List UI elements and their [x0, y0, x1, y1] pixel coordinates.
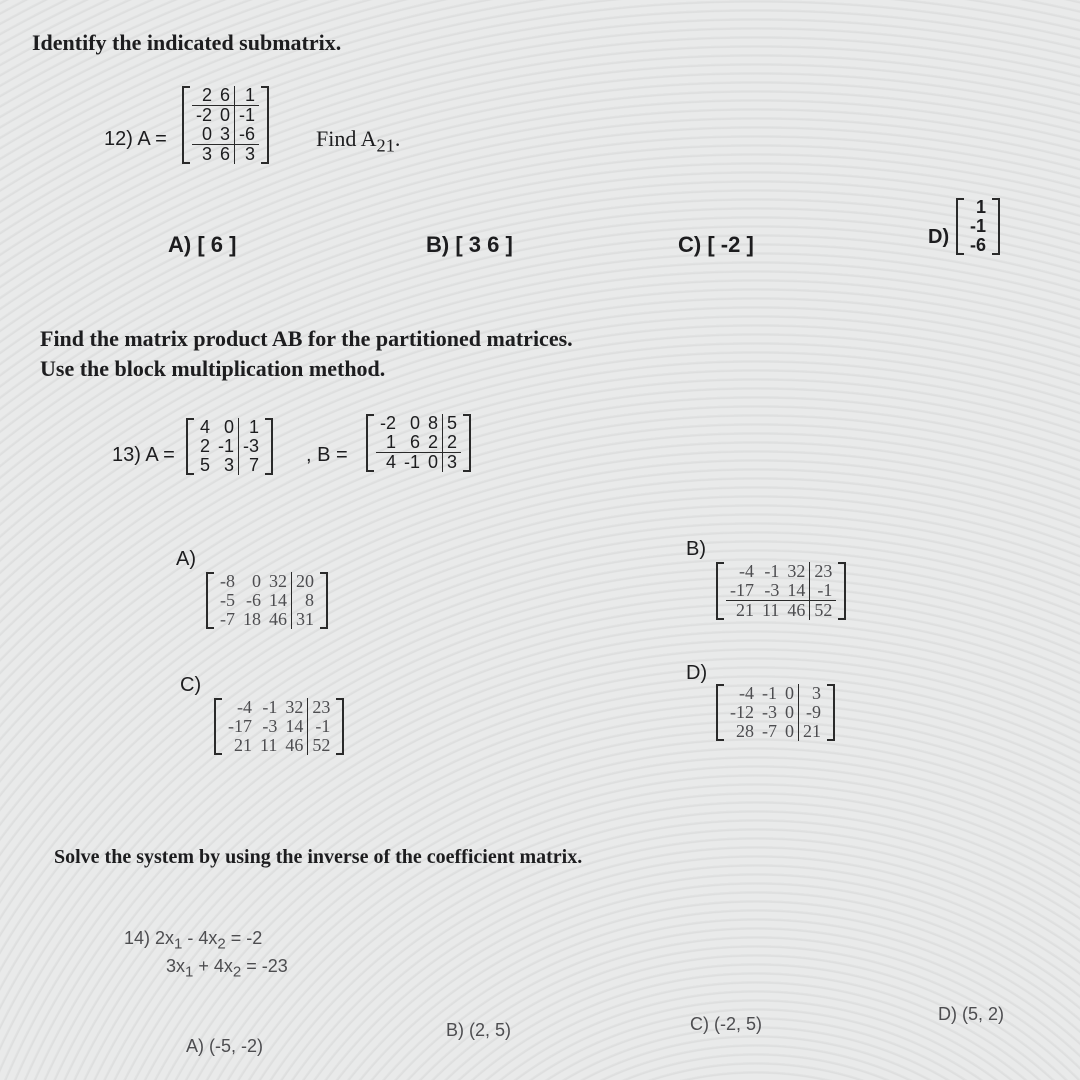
matrix-cell: -1 [262, 697, 278, 717]
matrix-cell: 31 [296, 608, 314, 629]
matrix-cell: 0 [252, 571, 261, 591]
matrix-cell: 1 [976, 197, 987, 217]
q12-find-text [316, 126, 400, 156]
matrix-cell: -1 [762, 683, 777, 703]
matrix-cell: 2 [424, 433, 443, 452]
matrix-cell: 18 [243, 608, 261, 629]
matrix-cell: -6 [235, 125, 260, 144]
q12-matrix-a [182, 86, 269, 164]
option-letter: A) [168, 232, 192, 257]
matrix-cell: -1 [214, 437, 239, 456]
matrix-cell: -1 [315, 715, 331, 736]
matrix-cell: 23 [312, 697, 331, 717]
matrix-cell: -7 [762, 720, 777, 741]
matrix-cell: -1 [764, 561, 780, 581]
matrix-cell: 5 [443, 414, 462, 433]
matrix-cell: -3 [762, 701, 777, 722]
eq1-term-b: - 4x [182, 928, 218, 948]
q14-equation-1 [124, 928, 262, 953]
q12-label: 12) A = [104, 128, 167, 150]
matrix-cell: 46 [265, 610, 292, 629]
option-value: [ 6 ] [197, 232, 237, 257]
q13-label-b: , B = [306, 444, 348, 466]
q12-option-a[interactable] [168, 232, 236, 258]
find-label: Find A [316, 126, 377, 151]
matrix-cell: 0 [428, 451, 439, 472]
section-heading-submatrix: Identify the indicated submatrix. [32, 30, 342, 55]
matrix-cell: -17 [726, 581, 758, 600]
matrix-cell: 1 [235, 86, 260, 105]
q14-option-a[interactable]: A) (-5, -2) [186, 1036, 264, 1056]
q14-label: 14) [124, 928, 151, 948]
matrix-cell: 52 [312, 734, 331, 755]
find-period: . [394, 126, 401, 151]
eq1-sub-b: 2 [217, 935, 226, 953]
matrix-cell: 52 [814, 599, 833, 620]
matrix-cell: 3 [214, 456, 239, 475]
matrix-cell: 6 [216, 86, 235, 105]
q13-matrix-b [366, 414, 471, 472]
matrix-cell: -6 [246, 589, 261, 610]
matrix-cell: -3 [243, 435, 260, 456]
eq1-rhs: = -2 [225, 928, 263, 948]
section-heading-inverse: Solve the system by using the inverse of the coefficient matrix. [54, 846, 583, 868]
matrix-cell: 11 [762, 599, 780, 620]
eq2-rhs: = -23 [241, 956, 288, 976]
matrix-cell: 14 [265, 591, 292, 610]
matrix-cell: -7 [220, 608, 235, 629]
q14-option-c[interactable]: C) (-2, 5) [690, 1014, 762, 1034]
matrix-cell: 8 [428, 413, 439, 433]
matrix-cell: 3 [216, 125, 235, 144]
matrix-cell: 0 [192, 125, 216, 144]
q13-option-b-matrix[interactable] [716, 562, 846, 620]
matrix-cell: 2 [443, 433, 462, 452]
matrix-cell: -3 [758, 581, 783, 600]
matrix-cell: -4 [739, 683, 754, 703]
matrix-cell: 5 [200, 454, 211, 475]
matrix-cell: 46 [281, 736, 308, 755]
matrix-cell: 3 [202, 143, 213, 164]
matrix-cell: 32 [265, 572, 292, 591]
matrix-cell: -2 [380, 413, 397, 433]
matrix-cell: 28 [736, 720, 754, 741]
q12-option-c[interactable] [678, 232, 754, 258]
matrix-cell: -1 [970, 215, 987, 236]
matrix-cell: 0 [216, 105, 235, 124]
matrix-cell: -1 [239, 104, 256, 125]
matrix-cell: -9 [806, 701, 821, 722]
matrix-cell: -1 [404, 451, 421, 472]
matrix-cell: -4 [739, 561, 754, 581]
matrix-cell: 14 [281, 717, 308, 736]
matrix-cell: 2 [200, 435, 211, 456]
matrix-cell: -5 [220, 589, 235, 610]
matrix-cell: 6 [400, 433, 424, 452]
matrix-cell: 7 [249, 454, 260, 475]
matrix-cell: 1 [376, 433, 400, 452]
option-letter: B) [426, 232, 450, 257]
matrix-cell: 2 [192, 86, 216, 105]
q14-equation-2 [166, 956, 288, 981]
eq2-sub-a: 1 [185, 963, 194, 981]
find-subscript: 21 [376, 135, 395, 156]
matrix-cell: 4 [200, 417, 211, 437]
q12-option-b[interactable] [426, 232, 513, 258]
eq2-term-b: + 4x [193, 956, 233, 976]
matrix-cell: 4 [386, 451, 397, 472]
option-value: [ 3 6 ] [455, 232, 513, 257]
matrix-cell: 14 [783, 581, 810, 600]
q13-option-c-matrix[interactable] [214, 698, 344, 755]
matrix-cell: 6 [216, 144, 235, 163]
matrix-cell: 3 [245, 143, 256, 164]
matrix-cell: 32 [783, 562, 810, 581]
eq2-term-a: 3x [166, 956, 186, 976]
q14-option-d[interactable]: D) (5, 2) [938, 1004, 1005, 1024]
matrix-cell: 46 [783, 600, 810, 619]
matrix-cell: 21 [234, 734, 252, 755]
matrix-cell: 0 [410, 413, 421, 433]
q13-option-d-letter[interactable]: D) [686, 662, 708, 684]
matrix-cell: 0 [781, 703, 799, 722]
q12-option-d-letter[interactable]: D) [928, 226, 950, 248]
eq2-sub-b: 2 [232, 963, 242, 981]
matrix-cell: 21 [736, 599, 754, 620]
section-heading-product-1: Find the matrix product AB for the partitioned matrices. [40, 326, 573, 351]
matrix-cell: 8 [305, 589, 314, 610]
matrix-cell: -3 [262, 715, 278, 736]
matrix-cell: 3 [443, 452, 462, 471]
matrix-cell: 0 [214, 418, 239, 437]
option-letter: C) [678, 232, 702, 257]
matrix-cell: 1 [249, 417, 260, 437]
q13-option-a-letter[interactable]: A) [176, 548, 196, 570]
matrix-cell: 3 [812, 683, 821, 703]
matrix-cell: -17 [228, 715, 252, 736]
q14-option-b[interactable]: B) (2, 5) [446, 1020, 512, 1040]
matrix-cell: -4 [237, 697, 252, 717]
matrix-cell: 0 [781, 684, 799, 703]
q12-option-d-matrix[interactable] [956, 198, 1000, 255]
option-value: [ -2 ] [707, 232, 754, 257]
matrix-cell: -2 [196, 104, 213, 125]
matrix-cell: -6 [970, 234, 987, 255]
matrix-cell: -1 [810, 581, 837, 600]
matrix-cell: -8 [220, 571, 235, 591]
eq1-sub-a: 1 [174, 935, 183, 953]
q13-label-a: 13) A = [112, 444, 175, 466]
q13-option-a-matrix[interactable] [206, 572, 328, 629]
matrix-cell: 21 [803, 720, 821, 741]
q13-option-c-letter[interactable]: C) [180, 674, 202, 696]
matrix-cell: 20 [296, 571, 314, 591]
q13-option-d-matrix[interactable] [716, 684, 835, 741]
matrix-cell: 23 [814, 561, 833, 581]
matrix-cell: 11 [260, 734, 278, 755]
q13-option-b-letter[interactable]: B) [686, 538, 706, 560]
matrix-cell: 0 [781, 722, 799, 741]
section-heading-product-2: Use the block multiplication method. [40, 356, 386, 381]
eq1-term-a: 2x [155, 928, 175, 948]
matrix-cell: -12 [730, 701, 754, 722]
matrix-cell: 32 [281, 698, 308, 717]
q13-matrix-a [186, 418, 273, 475]
